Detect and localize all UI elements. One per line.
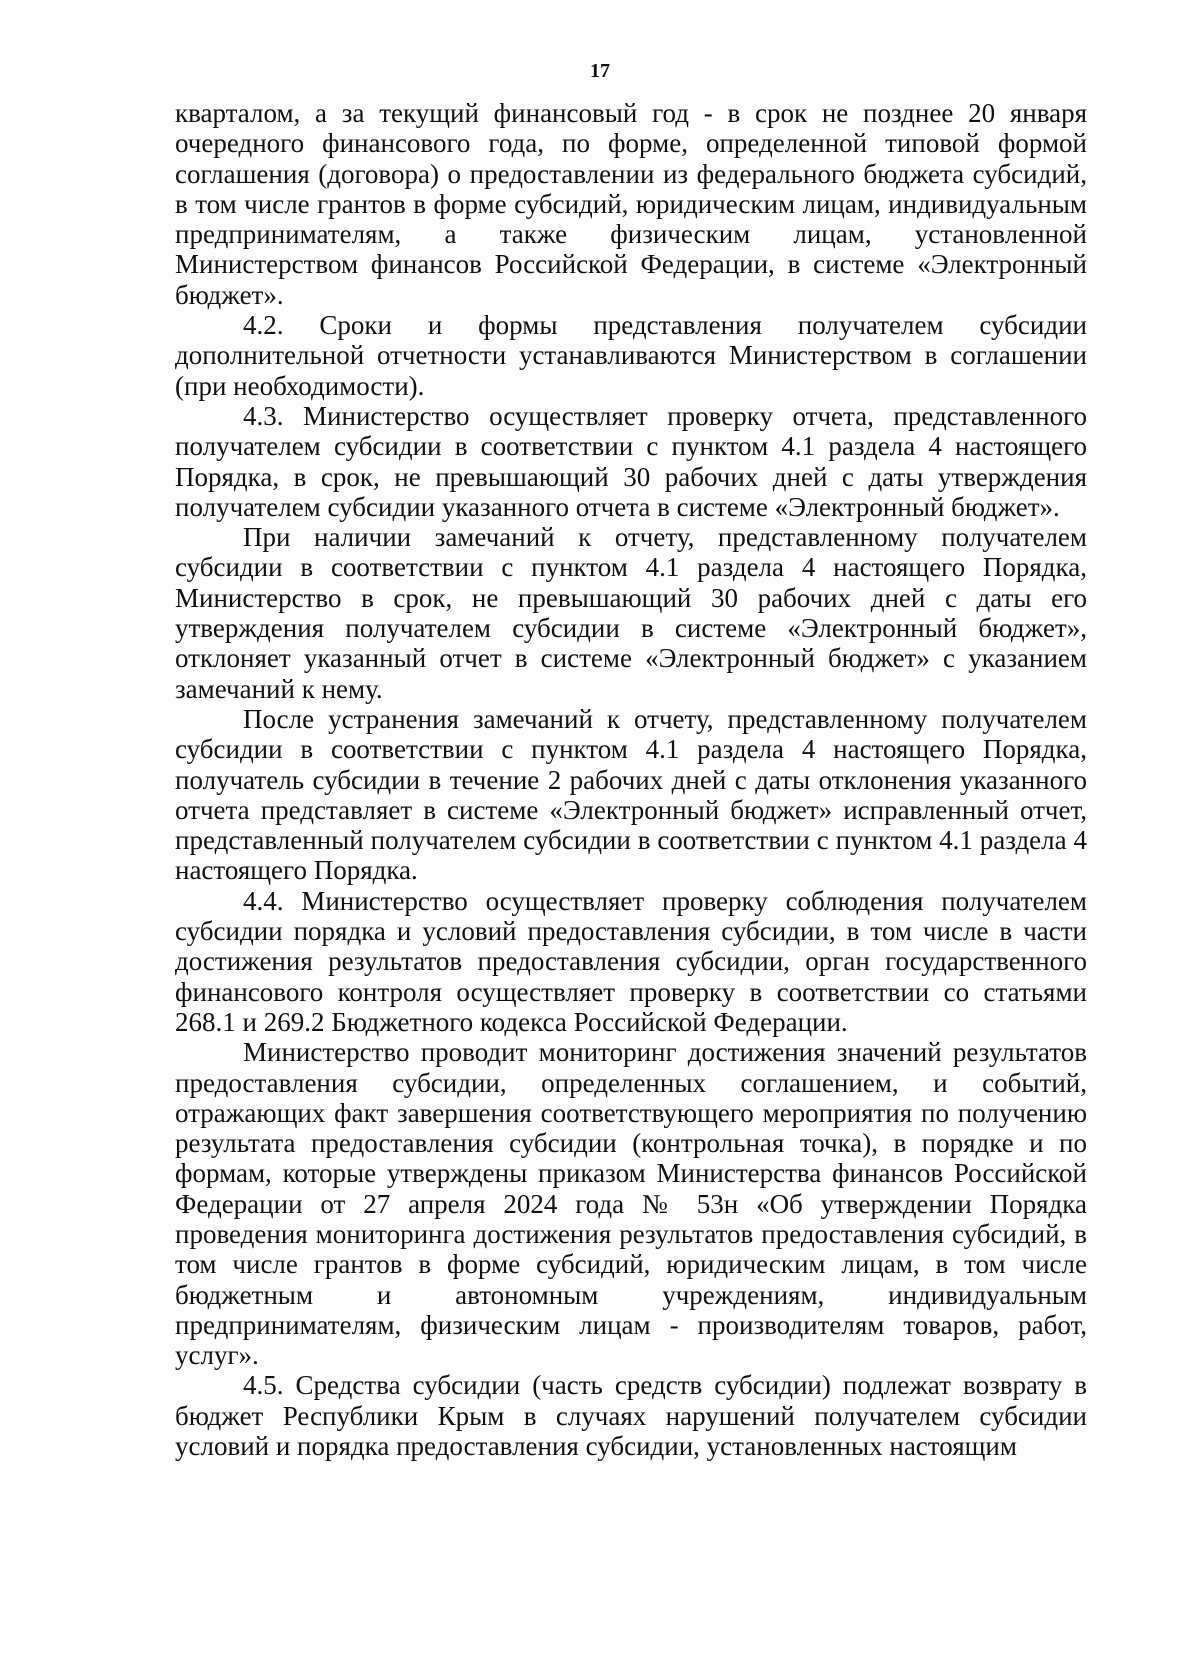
paragraph-4-5: 4.5. Средства субсидии (часть средств субсидии) подлежат возврату в бюджет Республики Крым в случаях нарушений получателем субсидии условий и порядка предоставления субсидии, установленных настоящим [175,1370,1087,1462]
paragraph-monitoring: Министерство проводит мониторинг достижения значений результатов предоставления субсидии, определенных соглашением, и событий, отражающих факт завершения соответствующего мероприятия по получению результата предоставления субсидии (контрольная точка), в порядке и по формам, которые утверждены приказом Министерства финансов Российской Федерации от 27 апреля 2024 года № 53н «Об утверждении Порядка проведения мониторинга достижения результатов предоставления субсидий, в том числе грантов в форме субсидий, юридическим лицам, в том числе бюджетным и автономным учреждениям, индивидуальным предпринимателям, физическим лицам - производителям товаров, работ, услуг». [175,1037,1087,1371]
paragraph-4-3: 4.3. Министерство осуществляет проверку отчета, представленного получателем субсидии в соответствии с пунктом 4.1 раздела 4 настоящего Порядка, в срок, не превышающий 30 рабочих дней с даты утверждения получателем субсидии указанного отчета в системе «Электронный бюджет». [175,400,1087,522]
paragraph-corrections: После устранения замечаний к отчету, представленному получателем субсидии в соответствии с пунктом 4.1 раздела 4 настоящего Порядка, получатель субсидии в течение 2 рабочих дней с даты отклонения указанного отчета представляет в системе «Электронный бюджет» исправленный отчет, представленный получателем субсидии в соответствии с пунктом 4.1 раздела 4 настоящего Порядка. [175,703,1087,886]
paragraph-4-2: 4.2. Сроки и формы представления получателем субсидии дополнительной отчетности устанавливаются Министерством в соглашении (при необходимости). [175,310,1087,401]
paragraph-4-4: 4.4. Министерство осуществляет проверку соблюдения получателем субсидии порядка и условий предоставления субсидии, в том числе в части достижения результатов предоставления субсидии, орган государственного финансового контроля осуществляет проверку в соответствии со статьями 268.1 и 269.2 Бюджетного кодекса Российской Федерации. [175,885,1087,1037]
page-number: 17 [590,60,610,82]
paragraph-remarks: При наличии замечаний к отчету, представленному получателем субсидии в соответствии с пунктом 4.1 раздела 4 настоящего Порядка, Министерство в срок, не превышающий 30 рабочих дней с даты его утверждения получателем субсидии в системе «Электронный бюджет», отклоняет указанный отчет в системе «Электронный бюджет» с указанием замечаний к нему. [175,522,1087,704]
document-body [175,98,1087,1461]
paragraph-quarterly-report: кварталом, а за текущий финансовый год - в срок не позднее 20 января очередного финансового года, по форме, определенной типовой формой соглашения (договора) о предоставлении из федерального бюджета субсидий, в том числе грантов в форме субсидий, юридическим лицам, индивидуальным предпринимателям, а также физическим лицам, установленной Министерством финансов Российской Федерации, в системе «Электронный бюджет». [175,98,1087,310]
